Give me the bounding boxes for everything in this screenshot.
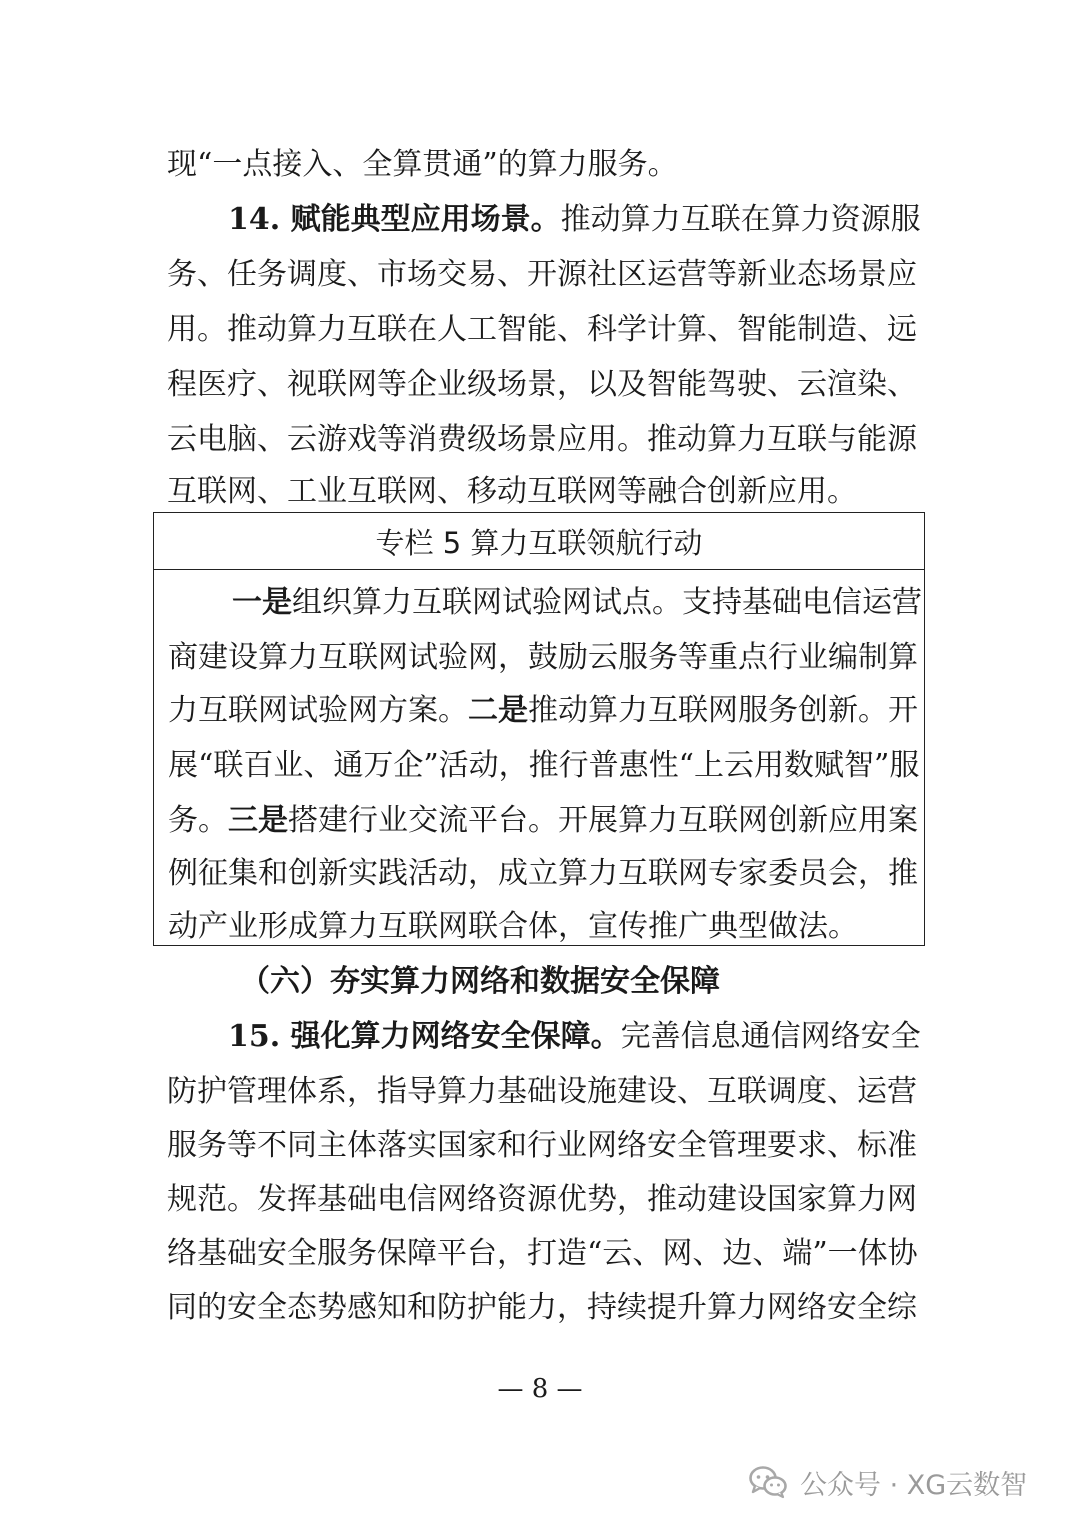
section-heading: （六）夯实算力网络和数据安全保障: [240, 964, 720, 999]
paragraph-line: 络基础安全服务保障平台，打造“云、网、边、端”一体协: [167, 1236, 918, 1271]
paragraph-line: 现“一点接入、全算贯通”的算力服务。: [167, 147, 678, 182]
paragraph-line: 规范。发挥基础电信网络资源优势，推动建设国家算力网: [167, 1182, 917, 1217]
box-text: 搭建行业交流平台。开展算力互联网创新应用案: [288, 803, 918, 838]
box-keyword: 三是: [228, 803, 288, 838]
item15-first-line: [228, 1017, 921, 1057]
wechat-icon: [748, 1465, 788, 1499]
item15-text: 完善信息通信网络安全: [620, 1019, 921, 1054]
paragraph-line: 互联网、工业互联网、移动互联网等融合创新应用。: [167, 474, 857, 509]
box-text: 力互联网试验网方案。: [168, 693, 468, 728]
paragraph-line: 同的安全态势感知和防护能力，持续提升算力网络安全综: [167, 1290, 917, 1325]
paragraph-line: 服务等不同主体落实国家和行业网络安全管理要求、标准: [167, 1128, 917, 1163]
paragraph-line: 云电脑、云游戏等消费级场景应用。推动算力互联与能源: [167, 422, 917, 457]
column-box-title: 专栏 5 算力互联领航行动: [154, 513, 924, 570]
item14-heading: 14. 赋能典型应用场景。: [228, 202, 561, 237]
page-number: — 8 —: [497, 1374, 583, 1404]
item14-first-line: [228, 200, 921, 240]
box-line: 例征集和创新实践活动，成立算力互联网专家委员会，推: [168, 856, 918, 891]
paragraph-line: 防护管理体系，指导算力基础设施建设、互联调度、运营: [167, 1074, 917, 1109]
item14-text: 推动算力互联在算力资源服: [560, 202, 921, 237]
box-text: 务。: [168, 803, 228, 838]
box-line: 商建设算力互联网试验网，鼓励云服务等重点行业编制算: [168, 640, 918, 675]
paragraph-line: 务、任务调度、市场交易、开源社区运营等新业态场景应: [167, 257, 917, 292]
item15-heading: 15. 强化算力网络安全保障。: [228, 1019, 621, 1054]
paragraph-line: 用。推动算力互联在人工智能、科学计算、智能制造、远: [167, 312, 917, 347]
box-line: [168, 691, 918, 731]
box-text: 组织算力互联网试验网试点。支持基础电信运营: [292, 585, 922, 620]
watermark: [748, 1456, 1027, 1508]
box-line: [168, 801, 918, 841]
paragraph-line: 程医疗、视联网等企业级场景，以及智能驾驶、云渲染、: [167, 367, 917, 402]
box-keyword: 一是: [232, 585, 292, 620]
watermark-text: 公众号 · XG云数智: [800, 1469, 1028, 1501]
box-line: [232, 583, 922, 623]
box-keyword: 二是: [468, 693, 528, 728]
box-text: 推动算力互联网服务创新。开: [528, 693, 918, 728]
box-line: 展“联百业、通万企”活动，推行普惠性“上云用数赋智”服: [168, 748, 920, 783]
column-box: [153, 512, 925, 946]
box-line: 动产业形成算力互联网联合体，宣传推广典型做法。: [168, 909, 858, 944]
